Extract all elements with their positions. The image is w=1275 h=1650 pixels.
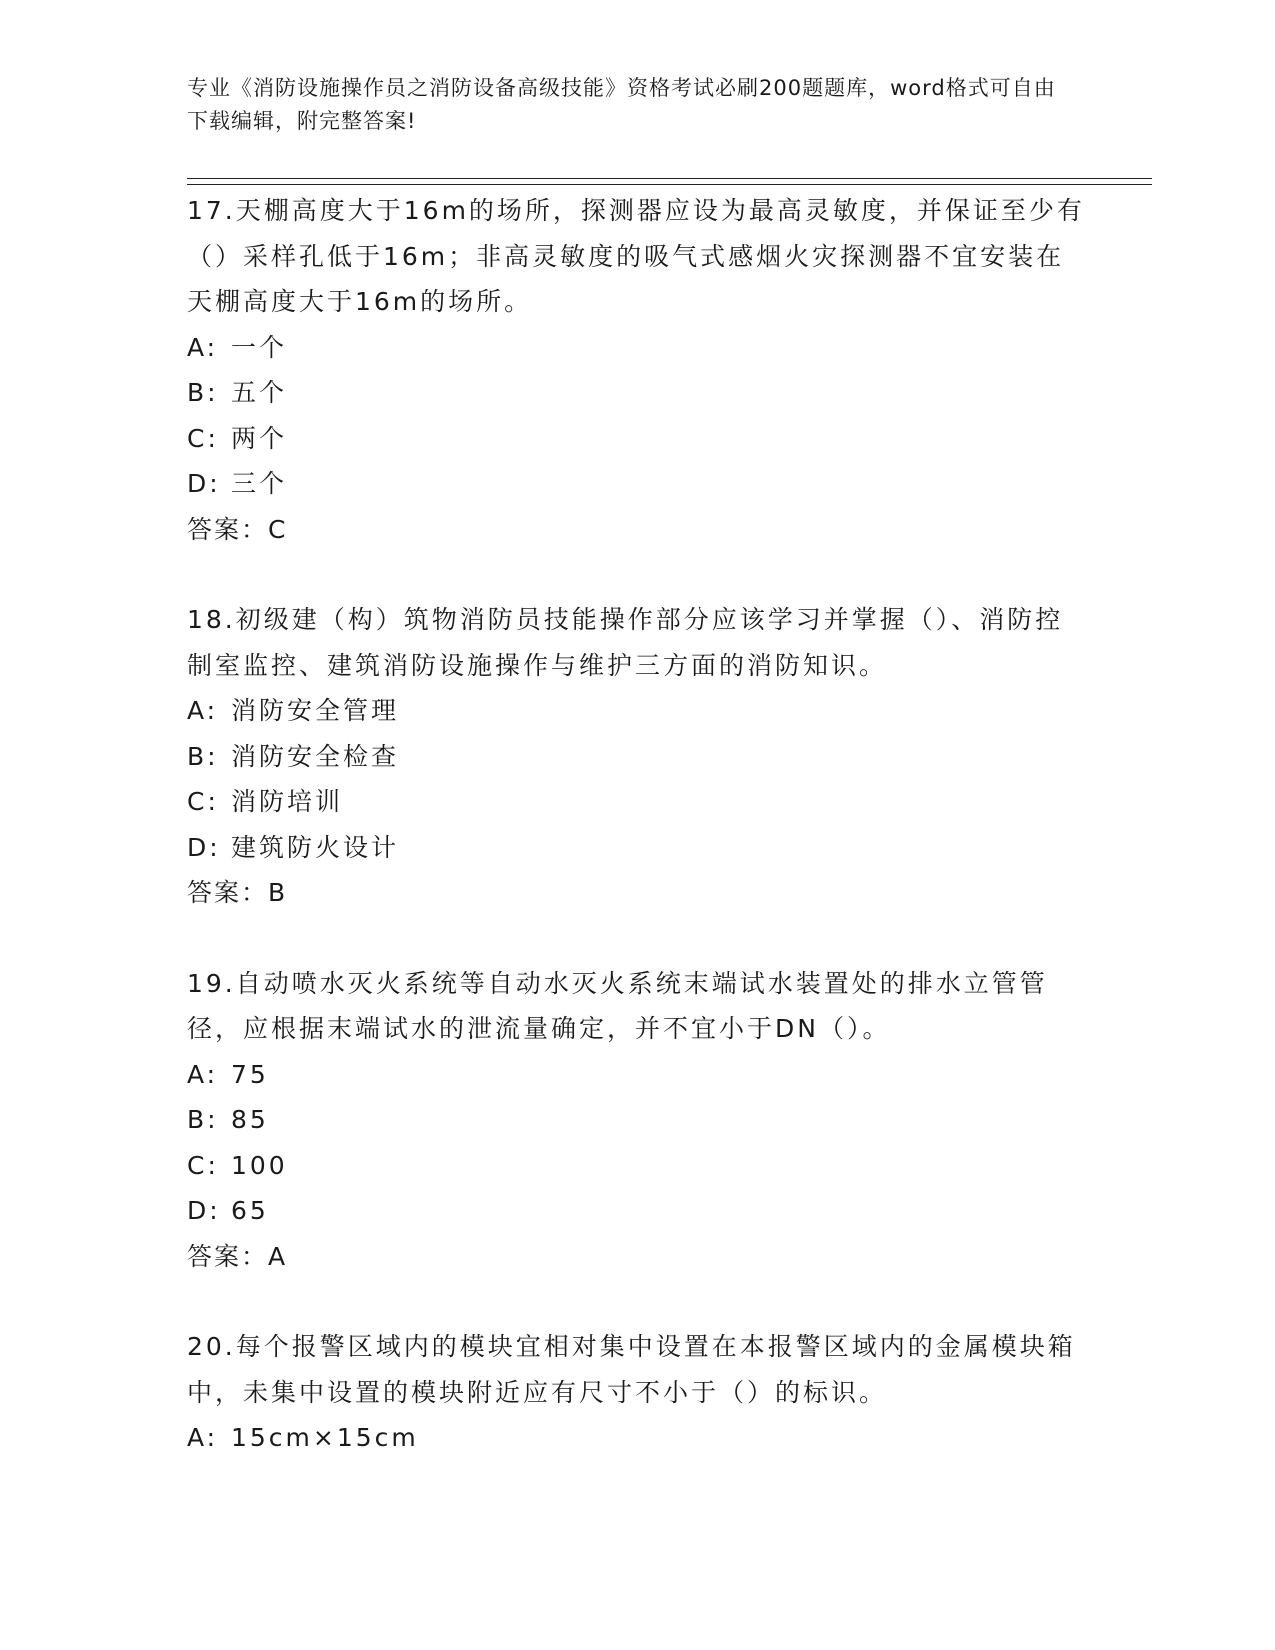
option-text: 消防安全检查 [231, 741, 400, 771]
option-letter: C: [187, 423, 219, 453]
answer-line: 答案：B [187, 878, 288, 907]
question-text: 17.天棚高度大于16m的场所，探测器应设为最高灵敏度，并保证至少有（）采样孔低于16m；非高灵敏度的吸气式感烟火灾探测器不宜安装在天棚高度大于16m的场所。 [187, 196, 1085, 316]
question-spacer [187, 916, 1087, 961]
question-spacer [187, 552, 1087, 597]
option-text: 一个 [231, 332, 288, 362]
answer-line: 答案：C [187, 514, 288, 544]
question-18 [187, 597, 1087, 916]
option-d [187, 461, 1087, 507]
option-d [187, 825, 1087, 871]
question-text: 19.自动喷水灭火系统等自动水灭火系统末端试水装置处的排水立管管径，应根据末端试水的泄流量确定，并不宜小于DN（）。 [187, 968, 1048, 1043]
document-intro: 专业《消防设施操作员之消防设备高级技能》资格考试必刷200题题库，word格式可自由下载编辑，附完整答案! [187, 76, 1056, 133]
question-spacer [187, 1279, 1087, 1324]
option-letter: D: [187, 832, 221, 862]
option-a [187, 325, 1087, 371]
option-letter: C: [187, 1150, 219, 1180]
option-b [187, 734, 1087, 780]
header-divider-top [187, 178, 1152, 179]
option-text: 三个 [231, 469, 288, 498]
option-text: 85 [231, 1105, 269, 1134]
header-divider-bottom [187, 184, 1152, 185]
option-b [187, 370, 1087, 416]
option-text: 两个 [231, 423, 288, 453]
option-text: 100 [231, 1150, 288, 1180]
option-letter: D: [187, 1196, 221, 1225]
question-text: 18.初级建（构）筑物消防员技能操作部分应该学习并掌握（）、消防控制室监控、建筑消防设施操作与维护三方面的消防知识。 [187, 605, 1064, 680]
option-text: 15cm×15cm [231, 1423, 419, 1452]
question-20 [187, 1324, 1087, 1461]
option-text: 75 [231, 1059, 269, 1089]
option-text: 五个 [231, 378, 288, 407]
option-d [187, 1188, 1087, 1234]
option-letter: B: [187, 1105, 219, 1134]
option-letter: A: [187, 1059, 219, 1089]
option-a [187, 1415, 1087, 1461]
option-a [187, 688, 1087, 734]
option-letter: B: [187, 378, 219, 407]
option-letter: A: [187, 696, 219, 725]
option-letter: A: [187, 1423, 219, 1452]
option-c [187, 1143, 1087, 1189]
option-letter: D: [187, 469, 221, 498]
question-19 [187, 961, 1087, 1280]
option-text: 65 [231, 1196, 269, 1225]
option-b [187, 1097, 1087, 1143]
answer-line: 答案：A [187, 1241, 288, 1271]
question-list [187, 188, 1087, 1461]
option-letter: C: [187, 787, 219, 816]
option-text: 建筑防火设计 [231, 832, 400, 862]
option-text: 消防培训 [231, 787, 344, 816]
option-a [187, 1052, 1087, 1098]
question-text: 20.每个报警区域内的模块宜相对集中设置在本报警区域内的金属模块箱中，未集中设置的模块附近应有尺寸不小于（）的标识。 [187, 1332, 1076, 1407]
question-17 [187, 188, 1087, 552]
option-letter: A: [187, 332, 219, 362]
option-text: 消防安全管理 [231, 696, 400, 725]
option-letter: B: [187, 741, 219, 771]
option-c [187, 416, 1087, 462]
option-c [187, 779, 1087, 825]
